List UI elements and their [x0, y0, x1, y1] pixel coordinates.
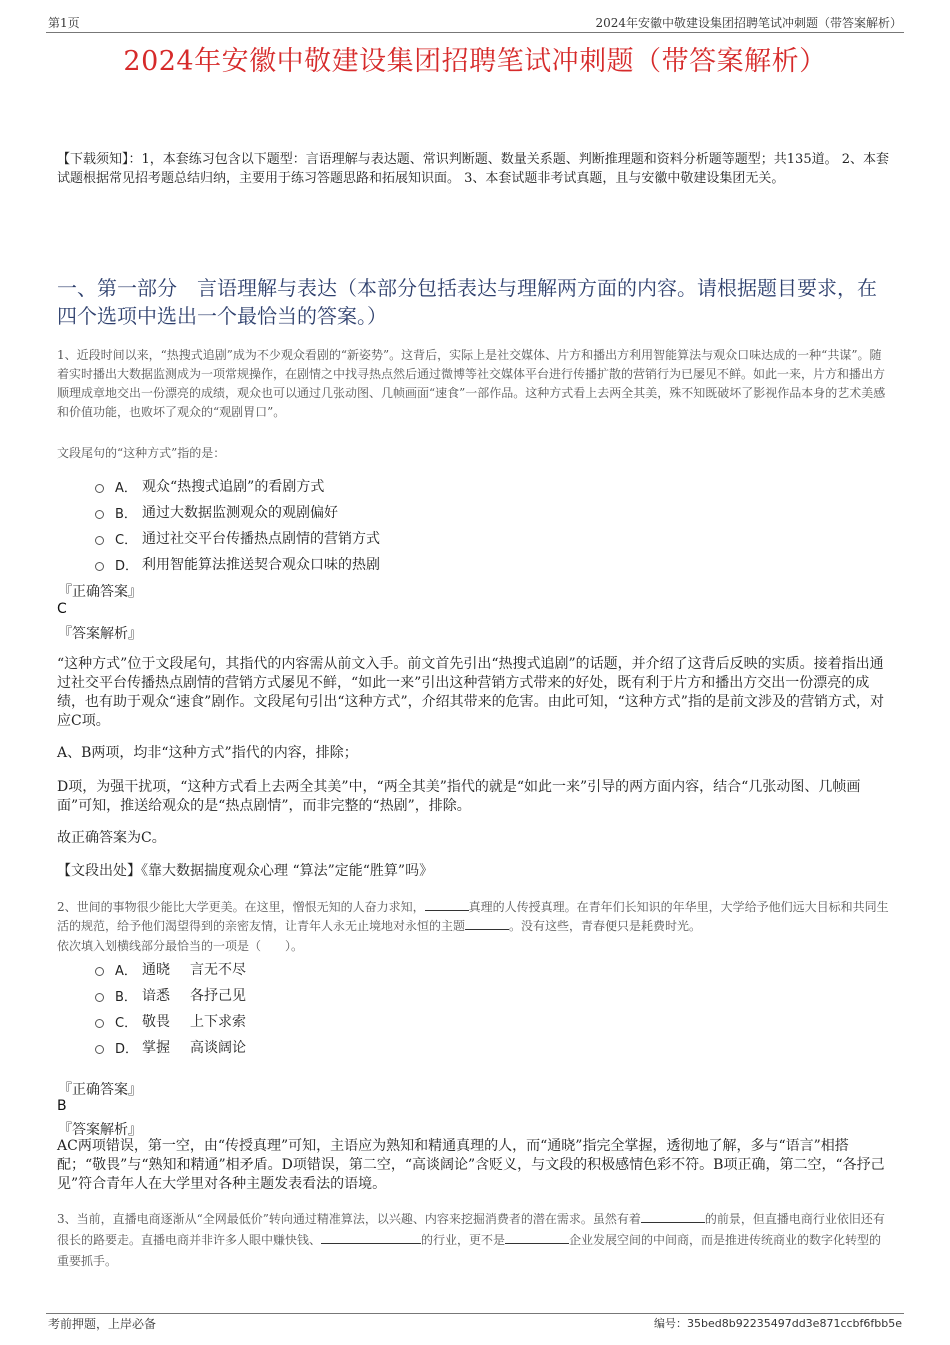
option-letter: D．: [115, 558, 139, 574]
question-3-text-part: 的行业，更不是: [421, 1233, 506, 1247]
option-text: 通过社交平台传播热点剧情的营销方式: [142, 531, 380, 547]
question-3-text-part: 企业发展空间的中间商，而是推进传统商业的数字化转型的重要抓手。: [57, 1233, 882, 1268]
option-word-2: 言无不尽: [190, 962, 246, 978]
radio-icon[interactable]: [95, 562, 104, 571]
option-letter: B．: [115, 989, 137, 1005]
radio-icon[interactable]: [95, 484, 104, 493]
question-1-option-c[interactable]: [95, 528, 380, 548]
option-word-2: 各抒己见: [190, 988, 246, 1004]
question-2-option-c[interactable]: [95, 1011, 246, 1031]
radio-icon[interactable]: [95, 536, 104, 545]
question-2-prompt: 依次填入划横线部分最恰当的一项是（ ）。: [57, 939, 304, 953]
question-2-option-d[interactable]: [95, 1037, 246, 1057]
question-3-text: [57, 1209, 892, 1272]
option-word-1: 敬畏: [142, 1014, 170, 1030]
radio-icon[interactable]: [95, 967, 104, 976]
page-title: 2024年安徽中敬建设集团招聘笔试冲刺题（带答案解析）: [123, 46, 827, 77]
option-letter: A．: [115, 480, 137, 496]
analysis-label: 『答案解析』: [58, 1122, 142, 1138]
question-2-answer: B: [57, 1098, 67, 1114]
question-2-text-part: 。没有这些，青春便只是耗费时光。: [509, 919, 702, 933]
radio-icon[interactable]: [95, 1045, 104, 1054]
question-2-text-part: 真理的人传授真理。在青年们长知识的年华里，大学给予他们远大目标和共同生活的规范，给予他们渴望得到的亲密友情，让青年人永无止境地对永恒的主题: [57, 900, 889, 933]
option-text: 利用智能算法推送契合观众口味的热剧: [142, 557, 380, 573]
question-2-text-part: 2、世间的事物很少能比大学更美。在这里，憎恨无知的人奋力求知，: [57, 900, 425, 914]
option-letter: B．: [115, 506, 137, 522]
header-divider: [46, 32, 904, 33]
question-1-answer: C: [57, 601, 67, 617]
question-3-text-part: 的前景，但直播电商行业依旧还有很长的路要走。直播电商并非许多人眼中赚快钱、: [57, 1212, 885, 1247]
analysis-label: 『答案解析』: [58, 626, 142, 642]
radio-icon[interactable]: [95, 510, 104, 519]
option-letter: C．: [115, 1015, 138, 1031]
option-letter: D．: [115, 1041, 139, 1057]
option-word-2: 高谈阔论: [190, 1040, 246, 1056]
question-1-analysis-1: “这种方式”位于文段尾句，其指代的内容需从前文入手。前文首先引出“热搜式追剧”的话题，并介绍了这背后反映的实质。接着指出通过社交平台传播热点剧情的营销方式屡见不鲜，“如此一来”引出这种营销方式带来的好处，既有利于片方和播出方交出一份漂亮的成绩，也有助于观众“速食”剧作。文段尾句引出“这种方式”，介绍其带来的危害。由此可知，“这种方式”指的是前文涉及的营销方式，对应C项。: [57, 656, 884, 729]
option-word-1: 谙悉: [142, 988, 170, 1004]
fill-blank: [465, 917, 509, 930]
option-word-2: 上下求索: [190, 1014, 246, 1030]
footer-doc-id: 编号：35bed8b92235497dd3e871ccbf6fbb5e: [654, 1317, 902, 1330]
question-2-analysis: AC两项错误，第一空，由“传授真理”可知，主语应为熟知和精通真理的人，而“通晓”指完全掌握，透彻地了解，多与“语言”相搭配；“敬畏”与“熟知和精通”相矛盾。D项错误，第二空，“高谈阔论”含贬义，与文段的积极感情色彩不符。B项正确，第二空，“各抒己见”符合青年人在大学里对各种主题发表看法的语境。: [57, 1138, 885, 1192]
question-1-text: 1、近段时间以来，“热搜式追剧”成为不少观众看剧的“新姿势”。这背后，实际上是社交媒体、片方和播出方利用智能算法与观众口味达成的一种“共谋”。随着实时播出大数据监测成为一项常规操作，在剧情之中找寻热点然后通过微博等社交媒体平台进行传播扩散的营销行为已屡见不鲜。如此一来，片方和播出方顺理成章地交出一份漂亮的成绩，观众也可以通过几张动图、几帧画面“速食”一部作品。这种方式看上去两全其美，殊不知既破坏了影视作品本身的艺术美感和价值功能，也败坏了观众的“观剧胃口”。: [57, 348, 886, 419]
download-notice: 【下载须知】：1，本套练习包含以下题型：言语理解与表达题、常识判断题、数量关系题、判断推理题和资料分析题等题型；共135道。 2、本套试题根据常见招考题总结归纳，主要用于练习答题思路和拓展知识面。 3、本套试题非考试真题，且与安徽中敬建设集团无关。: [57, 152, 889, 186]
question-2-option-a[interactable]: [95, 959, 246, 979]
question-1-option-d[interactable]: [95, 554, 380, 574]
footer-divider: [46, 1313, 904, 1314]
correct-answer-label: 『正确答案』: [58, 584, 142, 600]
question-2-text: [57, 898, 892, 936]
question-1-source: 【文段出处】《靠大数据揣度观众心理 “算法”定能“胜算”吗》: [57, 863, 434, 879]
fill-blank: [321, 1231, 421, 1244]
fill-blank: [425, 898, 469, 911]
question-1-option-a[interactable]: [95, 476, 324, 496]
option-letter: C．: [115, 532, 138, 548]
question-1-analysis-4: 故正确答案为C。: [57, 830, 166, 846]
question-1-prompt: 文段尾句的“这种方式”指的是：: [57, 446, 226, 460]
header-doc-title: 2024年安徽中敬建设集团招聘笔试冲刺题（带答案解析）: [595, 16, 902, 30]
radio-icon[interactable]: [95, 993, 104, 1002]
question-3-text-part: 3、当前，直播电商逐渐从“全网最低价”转向通过精准算法，以兴趣、内容来挖掘消费者的潜在需求。虽然有着: [57, 1212, 641, 1226]
section-title: 一、第一部分 言语理解与表达（本部分包括表达与理解两方面的内容。请根据题目要求，在四个选项中选出一个最恰当的答案。）: [57, 276, 877, 328]
question-1-analysis-3: D项，为强干扰项，“这种方式看上去两全其美”中，“两全其美”指代的就是“如此一来”引导的两方面内容，结合“几张动图、几帧画面”可知，推送给观众的是“热点剧情”，而非完整的“热剧”，排除。: [57, 779, 861, 814]
fill-blank: [641, 1210, 705, 1223]
question-1-option-b[interactable]: [95, 502, 338, 522]
question-1-analysis-2: A、B两项，均非“这种方式”指代的内容，排除；: [57, 745, 358, 761]
option-text: 观众“热搜式追剧”的看剧方式: [142, 479, 325, 495]
page-number: 第1页: [48, 16, 80, 30]
correct-answer-label: 『正确答案』: [58, 1082, 142, 1098]
option-text: 通过大数据监测观众的观剧偏好: [142, 505, 338, 521]
option-word-1: 掌握: [142, 1040, 170, 1056]
radio-icon[interactable]: [95, 1019, 104, 1028]
option-word-1: 通晓: [142, 962, 170, 978]
fill-blank: [505, 1231, 569, 1244]
question-2-option-b[interactable]: [95, 985, 246, 1005]
footer-slogan: 考前押题，上岸必备: [48, 1317, 157, 1331]
option-letter: A．: [115, 963, 137, 979]
